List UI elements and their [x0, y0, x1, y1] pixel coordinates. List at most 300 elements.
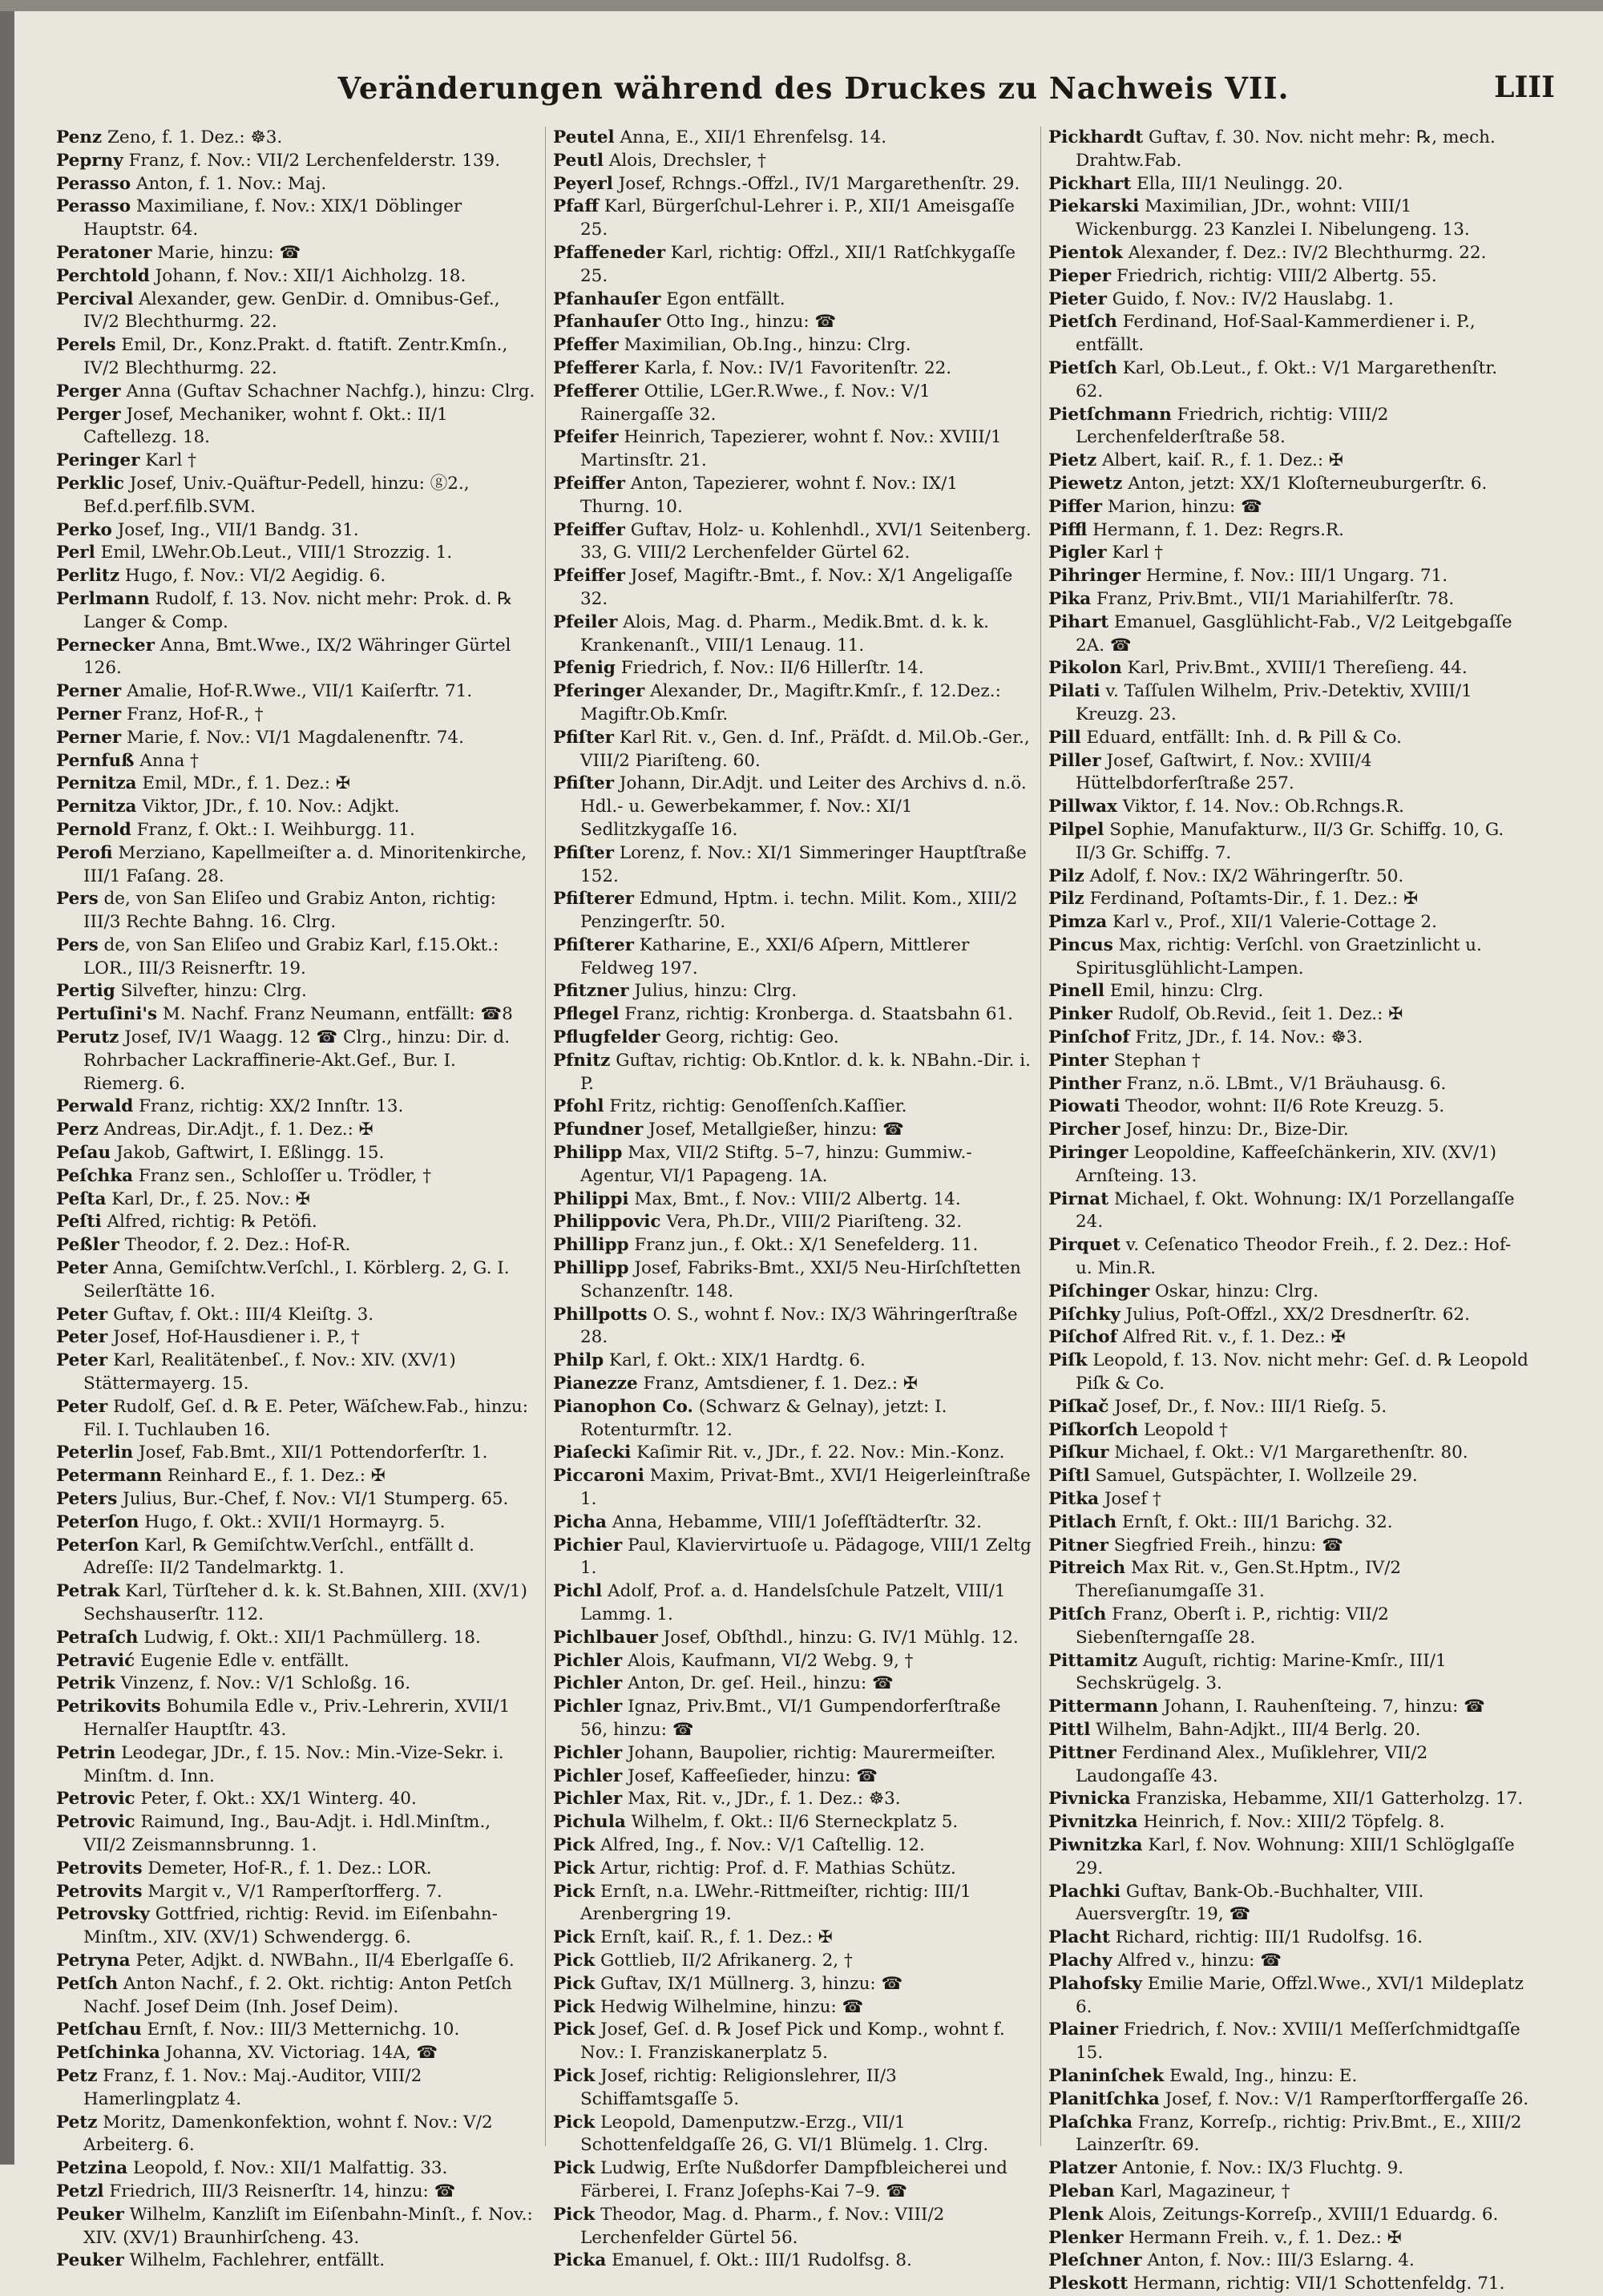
- entry-surname: Pick: [553, 1834, 596, 1855]
- entry-text: Max Rit. v., Gen.St.Hptm., IV/2 Thereſianumgaſſe 31.: [1076, 1558, 1402, 1602]
- directory-entry: [1048, 1604, 1529, 1650]
- entry-text: Auguſt, richtig: Marine-Kmſr., III/1 Sechskrügelg. 3.: [1076, 1650, 1447, 1694]
- directory-entry: [553, 311, 1032, 334]
- entry-surname: Pick: [553, 2065, 596, 2086]
- entry-surname: Pfefferer: [553, 357, 639, 378]
- directory-entry: [1048, 1811, 1529, 1834]
- entry-text: Moritz, Damenkonfektion, wohnt f. Nov.: V/2 Arbeiterg. 6.: [83, 2112, 493, 2156]
- entry-text: Josef, Univ.-Quäftur-Pedell, hinzu: ⓖ2., Bef.d.perf.filb.SVM.: [83, 473, 470, 517]
- directory-entry: [56, 1304, 537, 1327]
- entry-surname: Plenker: [1048, 2227, 1124, 2248]
- entry-surname: Plachki: [1048, 1881, 1121, 1902]
- entry-surname: Peter: [56, 1304, 108, 1325]
- entry-surname: Pfohl: [553, 1096, 604, 1117]
- entry-text: Anna, Hebamme, VIII/1 Joſefſtädterſtr. 32.: [612, 1511, 982, 1532]
- entry-surname: Petſch: [56, 1973, 119, 1994]
- entry-text: Emanuel, Gasglühlicht-Fab., V/2 Leitgebgaſſe 2A. ☎: [1076, 611, 1512, 656]
- entry-text: Emil, Dr., Konz.Prakt. d. ftatift. Zentr.Kmſn., IV/2 Blechthurmg. 22.: [83, 335, 508, 378]
- page-number: LIII: [1494, 71, 1555, 104]
- directory-entry: [56, 1511, 537, 1535]
- directory-entry: [1048, 611, 1529, 658]
- entry-surname: Petraſch: [56, 1627, 139, 1648]
- entry-surname: Pick: [553, 1927, 596, 1948]
- entry-text: Karla, f. Nov.: IV/1 Favoritenſtr. 22.: [644, 357, 952, 378]
- entry-surname: Piller: [1048, 750, 1101, 771]
- directory-entry: [56, 1234, 537, 1257]
- entry-surname: Pietſchmann: [1048, 404, 1172, 425]
- entry-text: Ernſt, f. Okt.: III/1 Barichg. 32.: [1121, 1511, 1393, 1532]
- directory-entry: [1048, 911, 1529, 934]
- entry-surname: Pers: [56, 934, 99, 955]
- entry-text: Julius, hinzu: Clrg.: [634, 981, 797, 1002]
- directory-entry: [56, 796, 537, 819]
- entry-surname: Petrik: [56, 1673, 115, 1694]
- directory-entry: [1048, 1535, 1529, 1558]
- entry-surname: Pirquet: [1048, 1235, 1120, 1256]
- entry-text: Peter, Adjkt. d. NWBahn., II/4 Eberlgaſſe 6.: [135, 1950, 515, 1971]
- entry-text: Josef †: [1104, 1489, 1161, 1510]
- directory-entry: [1048, 1304, 1529, 1327]
- entry-surname: Pflugfelder: [553, 1027, 660, 1048]
- directory-entry: [56, 2065, 537, 2112]
- entry-surname: Petſchinka: [56, 2043, 160, 2064]
- directory-entry: [1048, 2273, 1529, 2296]
- directory-entry: [56, 2250, 537, 2273]
- entry-surname: Pieter: [1048, 289, 1107, 309]
- entry-text: Alexander, Dr., Magiftr.Kmſr., f. 12.Dez.: Magiftr.Ob.Kmſr.: [580, 681, 1001, 724]
- entry-text: Franz, richtig: XX/2 Innſtr. 13.: [139, 1096, 404, 1117]
- entry-text: Karl, Ob.Leut., f. Okt.: V/1 Margarethenſtr. 62.: [1076, 357, 1498, 401]
- entry-text: Karl, ℞ Gemiſchtw.Verſchl., entfällt d. Adreſſe: II/2 Tandelmarktg. 1.: [83, 1535, 475, 1579]
- entry-surname: Pinſchof: [1048, 1027, 1130, 1048]
- directory-entry: [1048, 1788, 1529, 1811]
- entry-surname: Peſti: [56, 1212, 102, 1233]
- entry-text: Amalie, Hof-R.Wwe., VII/1 Kaiſerftr. 71.: [127, 681, 473, 702]
- entry-surname: Peſau: [56, 1143, 111, 1164]
- directory-entry: [56, 1188, 537, 1212]
- entry-surname: Pickhardt: [1048, 127, 1144, 147]
- directory-entry: [56, 565, 537, 588]
- entry-text: Guftav, Holz- u. Kohlenhdl., XVI/1 Seitenberg. 33, G. VIII/2 Lerchenfelder Gürtel 62.: [580, 519, 1032, 563]
- entry-text: Alfred, richtig: ℞ Petöfi.: [107, 1212, 317, 1233]
- directory-entry: [56, 2204, 537, 2250]
- directory-entry: [553, 1304, 1032, 1350]
- entry-surname: Philippovic: [553, 1212, 661, 1233]
- directory-entry: [553, 1211, 1032, 1234]
- entry-surname: Perz: [56, 1120, 99, 1140]
- entry-surname: Pick: [553, 1996, 596, 2017]
- directory-entry: [1048, 2088, 1529, 2112]
- entry-text: Jakob, Gaftwirt, I. Eßlingg. 15.: [115, 1143, 385, 1164]
- entry-surname: Pichl: [553, 1581, 603, 1602]
- entry-surname: Petrovic: [56, 1812, 135, 1833]
- directory-entry: [56, 1580, 537, 1627]
- entry-surname: Pfenig: [553, 658, 616, 679]
- directory-entry: [1048, 1950, 1529, 1973]
- directory-entry: [553, 1373, 1032, 1396]
- directory-entry: [1048, 357, 1529, 404]
- directory-entry: [1048, 2112, 1529, 2158]
- entry-surname: Pinther: [1048, 1073, 1121, 1094]
- directory-entry: [56, 1326, 537, 1350]
- entry-text: Stephan †: [1113, 1050, 1201, 1071]
- entry-text: Anton, f. Nov.: III/3 Eslarng. 4.: [1147, 2250, 1415, 2271]
- entry-text: Paul, Klaviervirtuoſe u. Pädagoge, VIII/1 Zeltg 1.: [580, 1535, 1032, 1579]
- directory-entry: [56, 542, 537, 565]
- directory-entry: [553, 2204, 1032, 2250]
- directory-entry: [56, 1488, 537, 1511]
- entry-surname: Petrin: [56, 1742, 116, 1763]
- entry-text: Ludwig, f. Okt.: XII/1 Pachmüllerg. 18.: [143, 1627, 481, 1648]
- entry-text: Emil, MDr., f. 1. Dez.: ✠: [142, 773, 350, 794]
- directory-entry: [1048, 127, 1529, 173]
- directory-entry: [553, 242, 1032, 289]
- entry-surname: Pilati: [1048, 681, 1100, 702]
- directory-entry: [1048, 2204, 1529, 2227]
- entry-surname: Pfiſterer: [553, 934, 634, 955]
- directory-entry: [553, 1834, 1032, 1858]
- directory-entry: [553, 680, 1032, 727]
- directory-entry: [1048, 242, 1529, 265]
- entry-surname: Petrovits: [56, 1858, 143, 1878]
- entry-text: Guido, f. Nov.: IV/2 Hauslabg. 1.: [1112, 289, 1394, 309]
- entry-surname: Peter: [56, 1258, 108, 1279]
- entry-surname: Piaſecki: [553, 1443, 632, 1463]
- directory-entry: [553, 1580, 1032, 1627]
- entry-text: Anton, Tapezierer, wohnt f. Nov.: IX/1 Thurng. 10.: [580, 473, 959, 517]
- entry-surname: Pernitza: [56, 797, 137, 817]
- entry-surname: Pick: [553, 2158, 596, 2179]
- entry-surname: Plainer: [1048, 2020, 1119, 2040]
- directory-entry: [553, 1442, 1032, 1465]
- directory-entry: [553, 2157, 1032, 2204]
- entry-surname: Pfnitz: [553, 1050, 611, 1071]
- entry-surname: Perchtold: [56, 265, 150, 286]
- directory-entry: [1048, 1834, 1529, 1881]
- directory-entry: [1048, 657, 1529, 680]
- directory-entry: [56, 1858, 537, 1881]
- entry-text: Oskar, hinzu: Clrg.: [1155, 1281, 1319, 1301]
- entry-text: Hugo, f. Nov.: VI/2 Aegidig. 6.: [124, 566, 386, 587]
- entry-surname: Piewetz: [1048, 473, 1123, 494]
- directory-entry: [553, 1234, 1032, 1257]
- entry-text: Josef, Fab.Bmt., XII/1 Pottendorferſtr. 1.: [139, 1443, 488, 1463]
- entry-surname: Pers: [56, 889, 99, 910]
- directory-entry: [56, 242, 537, 265]
- entry-surname: Pfeifer: [553, 427, 619, 448]
- entry-text: Rudolf, Geſ. d. ℞ E. Peter, Wäſchew.Fab., hinzu: Fil. I. Tuchlauben 16.: [83, 1396, 528, 1440]
- entry-surname: Perl: [56, 543, 95, 563]
- directory-entry: [56, 1142, 537, 1165]
- directory-entry: [56, 727, 537, 750]
- entry-surname: Philipp: [553, 1143, 623, 1164]
- entry-text: Otto Ing., hinzu: ☎: [666, 312, 837, 333]
- entry-surname: Pincus: [1048, 934, 1113, 955]
- entry-text: Karl v., Prof., XII/1 Valerie-Cottage 2.: [1112, 912, 1437, 933]
- entry-surname: Pferinger: [553, 681, 645, 702]
- entry-surname: Pichler: [553, 1673, 623, 1694]
- entry-text: Leodegar, JDr., f. 15. Nov.: Min.-Vize-Sekr. i. Minſtm. d. Inn.: [83, 1742, 504, 1786]
- entry-text: Michael, f. Okt. Wohnung: IX/1 Porzellangaſſe 24.: [1076, 1188, 1515, 1233]
- directory-entry: [1048, 1050, 1529, 1073]
- entry-surname: Pick: [553, 1858, 596, 1878]
- directory-entry: [56, 1788, 537, 1811]
- entry-text: Alois, Zeitungs-Korreſp., XVIII/1 Eduardg. 6.: [1108, 2204, 1499, 2225]
- entry-surname: Pfefferer: [553, 381, 639, 401]
- entry-surname: Pfiſter: [553, 727, 614, 748]
- entry-surname: Pietſch: [1048, 357, 1117, 378]
- entry-text: Anton, f. 1. Nov.: Maj.: [135, 173, 327, 194]
- directory-entry: [56, 1881, 537, 1904]
- entry-text: Josef, Hof-Hausdiener i. P., †: [113, 1327, 360, 1348]
- entry-text: Josef, f. Nov.: V/1 Ramperſtorffergaſſe 26.: [1165, 2088, 1529, 2109]
- directory-column-1: [56, 127, 537, 2271]
- entry-surname: Petrak: [56, 1581, 120, 1602]
- directory-entry: [56, 334, 537, 381]
- directory-entry: [553, 1396, 1032, 1443]
- entry-surname: Pika: [1048, 588, 1092, 609]
- entry-surname: Plahofsky: [1048, 1973, 1142, 1994]
- entry-surname: Penz: [56, 127, 103, 147]
- entry-surname: Petrovsky: [56, 1904, 150, 1925]
- entry-text: Sophie, Manufakturw., II/3 Gr. Schiffg. 10, G. II/3 Gr. Schiffg. 7.: [1076, 819, 1504, 863]
- directory-entry: [1048, 1742, 1529, 1789]
- entry-surname: Pfaff: [553, 196, 599, 217]
- entry-text: Franz sen., Schloſſer u. Trödler, †: [138, 1165, 432, 1186]
- entry-surname: Pichler: [553, 1789, 623, 1810]
- directory-entry: [56, 888, 537, 934]
- entry-text: Josef, Metallgießer, hinzu: ☎: [648, 1120, 904, 1140]
- entry-text: Ludwig, Erſte Nußdorfer Dampfbleicherei und Färberei, I. Franz Joſephs-Kai 7–9. ☎: [580, 2158, 1007, 2201]
- page-title: Veränderungen während des Druckes zu Nachweis VII.: [337, 71, 1290, 106]
- entry-surname: Plenk: [1048, 2204, 1104, 2225]
- entry-text: Leopold, f. Nov.: XII/1 Malfattig. 33.: [132, 2158, 448, 2179]
- entry-text: Emil, hinzu: Clrg.: [1109, 981, 1264, 1002]
- directory-entry: [1048, 750, 1529, 797]
- entry-text: Johann, f. Nov.: XII/1 Aichholzg. 18.: [155, 265, 466, 286]
- directory-entry: [553, 1811, 1032, 1834]
- entry-surname: Plaſchka: [1048, 2112, 1133, 2133]
- page-header: [56, 71, 1571, 112]
- directory-entry: [1048, 1465, 1529, 1488]
- directory-entry: [1048, 980, 1529, 1003]
- entry-text: Guftav, richtig: Ob.Kntlor. d. k. k. NBahn.-Dir. i. P.: [580, 1050, 1031, 1094]
- directory-entry: [553, 150, 1032, 173]
- directory-entry: [1048, 1003, 1529, 1027]
- entry-surname: Pivnicka: [1048, 1789, 1131, 1810]
- entry-surname: Pilz: [1048, 889, 1084, 910]
- entry-text: Ferdinand, Hof-Saal-Kammerdiener i. P., entfällt.: [1076, 312, 1476, 356]
- entry-surname: Pfiſter: [553, 773, 614, 794]
- entry-surname: Pitreich: [1048, 1558, 1126, 1579]
- entry-text: Marie, hinzu: ☎: [157, 242, 301, 263]
- entry-text: Alfred Rit. v., f. 1. Dez.: ✠: [1122, 1327, 1346, 1348]
- directory-entry: [1048, 1350, 1529, 1396]
- page-edge-top: [0, 0, 1603, 11]
- directory-entry: [56, 150, 537, 173]
- directory-entry: [56, 750, 537, 773]
- directory-entry: [56, 289, 537, 335]
- entry-surname: Phillipp: [553, 1235, 629, 1256]
- directory-entry: [56, 1211, 537, 1234]
- directory-entry: [56, 773, 537, 796]
- directory-entry: [56, 635, 537, 681]
- directory-entry: [553, 473, 1032, 519]
- directory-entry: [553, 1742, 1032, 1765]
- entry-surname: Petz: [56, 2112, 98, 2133]
- entry-text: Rudolf, f. 13. Nov. nicht mehr: Prok. d. ℞ Langer & Comp.: [83, 588, 513, 632]
- directory-entry: [553, 1858, 1032, 1881]
- entry-text: Josef, Rchngs.-Offzl., IV/1 Margarethenſtr. 29.: [618, 173, 1020, 194]
- entry-text: Ella, III/1 Neulingg. 20.: [1137, 173, 1343, 194]
- entry-surname: Pfeiler: [553, 611, 618, 632]
- directory-entry: [1048, 565, 1529, 588]
- entry-text: Leopold, f. 13. Nov. nicht mehr: Geſ. d. ℞ Leopold Piſk & Co.: [1076, 1350, 1528, 1394]
- directory-entry: [553, 934, 1032, 981]
- directory-entry: [56, 588, 537, 635]
- directory-entry: [1048, 2227, 1529, 2250]
- directory-entry: [1048, 727, 1529, 750]
- entry-text: Rudolf, Ob.Revid., ſeit 1. Dez.: ✠: [1117, 1004, 1403, 1025]
- entry-surname: Pick: [553, 1973, 596, 1994]
- entry-text: Emil, LWehr.Ob.Leut., VIII/1 Strozzig. 1.: [100, 543, 453, 563]
- entry-surname: Pernold: [56, 819, 131, 840]
- entry-text: Kaſimir Rit. v., JDr., f. 22. Nov.: Min.-Konz.: [636, 1443, 1005, 1463]
- directory-entry: [56, 1627, 537, 1650]
- entry-surname: Piekarski: [1048, 196, 1140, 217]
- entry-text: Guftav, f. Okt.: III/4 Kleiſtg. 3.: [113, 1304, 374, 1325]
- directory-entry: [553, 2250, 1032, 2273]
- entry-text: Anton Nachf., f. 2. Okt. richtig: Anton Petſch Nachf. Josef Deim (Inh. Josef Deim).: [83, 1973, 512, 2017]
- directory-entry: [1048, 450, 1529, 473]
- entry-text: Theodor, f. 2. Dez.: Hof-R.: [124, 1235, 351, 1256]
- entry-text: Adolf, Prof. a. d. Handelsſchule Patzelt, VIII/1 Lammg. 1.: [580, 1581, 1006, 1624]
- entry-text: Wilhelm, Fachlehrer, entfällt.: [129, 2250, 386, 2271]
- directory-entry: [553, 1535, 1032, 1581]
- entry-surname: Pikolon: [1048, 658, 1122, 679]
- directory-entry: [56, 842, 537, 889]
- entry-surname: Peterſon: [56, 1535, 139, 1556]
- directory-entry: [1048, 289, 1529, 312]
- entry-surname: Pleban: [1048, 2181, 1115, 2201]
- entry-surname: Pfanhauſer: [553, 312, 661, 333]
- directory-entry: [56, 173, 537, 196]
- entry-text: Ernſt, n.a. LWehr.-Rittmeiſter, richtig: III/1 Arenbergring 19.: [580, 1881, 971, 1925]
- entry-surname: Piſchof: [1048, 1327, 1117, 1348]
- entry-surname: Pitlach: [1048, 1511, 1117, 1532]
- entry-surname: Petzl: [56, 2181, 104, 2201]
- entry-text: Karl, Magazineur, †: [1120, 2181, 1290, 2201]
- entry-surname: Piſchinger: [1048, 1281, 1150, 1301]
- entry-surname: Perko: [56, 519, 112, 540]
- directory-entry: [1048, 1557, 1529, 1604]
- entry-text: Max, richtig: Verſchl. von Graetzinlicht u. Spiritusglühlicht-Lampen.: [1076, 934, 1482, 979]
- entry-text: Theodor, wohnt: II/6 Rote Kreuzg. 5.: [1125, 1096, 1445, 1117]
- entry-surname: Perner: [56, 681, 122, 702]
- entry-surname: Pittermann: [1048, 1697, 1159, 1717]
- entry-text: Vinzenz, f. Nov.: V/1 Schloßg. 16.: [120, 1673, 411, 1694]
- entry-text: Guftav, f. 30. Nov. nicht mehr: ℞, mech. Drahtw.Fab.: [1076, 127, 1496, 171]
- entry-text: Franziska, Hebamme, XII/1 Gatterholzg. 17.: [1136, 1789, 1524, 1810]
- entry-text: Ferdinand Alex., Muſiklehrer, VII/2 Laudongaſſe 43.: [1076, 1742, 1428, 1786]
- entry-surname: Piſchky: [1048, 1304, 1120, 1325]
- entry-surname: Pleskott: [1048, 2274, 1129, 2294]
- entry-surname: Pfeiffer: [553, 566, 625, 587]
- entry-surname: Pieper: [1048, 265, 1112, 286]
- entry-text: Alfred v., hinzu: ☎: [1117, 1950, 1282, 1971]
- entry-surname: Pernitza: [56, 773, 137, 794]
- entry-text: Franz, f. Nov.: VII/2 Lerchenfelderstr. 139.: [128, 150, 501, 171]
- directory-entry: [1048, 1234, 1529, 1281]
- entry-surname: Pick: [553, 1950, 596, 1971]
- entry-surname: Phillipp: [553, 1258, 629, 1279]
- entry-surname: Pichula: [553, 1812, 626, 1833]
- entry-surname: Pitſch: [1048, 1604, 1107, 1624]
- entry-text: Karl, Dr., f. 25. Nov.: ✠: [111, 1188, 310, 1209]
- entry-surname: Pickhart: [1048, 173, 1132, 194]
- directory-entry: [1048, 1488, 1529, 1511]
- entry-surname: Petrikovits: [56, 1697, 161, 1717]
- directory-entry: [553, 357, 1032, 381]
- entry-text: Marion, hinzu: ☎: [1107, 496, 1262, 517]
- directory-entry: [56, 1535, 537, 1581]
- entry-text: Josef, Magiftr.-Bmt., f. Nov.: X/1 Angeligaſſe 32.: [580, 566, 1013, 609]
- directory-entry: [1048, 173, 1529, 196]
- entry-surname: Peprny: [56, 150, 123, 171]
- directory-entry: [56, 519, 537, 543]
- directory-entry: [56, 381, 537, 404]
- entry-surname: Petryna: [56, 1950, 131, 1971]
- directory-entry: [1048, 2250, 1529, 2273]
- entry-surname: Piſkorſch: [1048, 1419, 1139, 1440]
- entry-surname: Perasso: [56, 196, 131, 217]
- entry-surname: Philp: [553, 1350, 604, 1371]
- entry-text: Franz, n.ö. LBmt., V/1 Bräuhausg. 6.: [1126, 1073, 1447, 1094]
- entry-text: Edmund, Hptm. i. techn. Milit. Kom., XIII/2 Penzingerſtr. 50.: [580, 889, 1018, 933]
- directory-entry: [553, 1465, 1032, 1511]
- entry-text: Friedrich, f. Nov.: II/6 Hillerſtr. 14.: [620, 658, 924, 679]
- entry-surname: Petzina: [56, 2158, 128, 2179]
- entry-surname: Pietz: [1048, 450, 1097, 471]
- entry-surname: Pfeiffer: [553, 519, 625, 540]
- directory-entry: [56, 819, 537, 842]
- entry-surname: Philippi: [553, 1188, 629, 1209]
- entry-surname: Peſchka: [56, 1165, 134, 1186]
- entry-surname: Pivnitzka: [1048, 1812, 1138, 1833]
- entry-surname: Petrovits: [56, 1881, 143, 1902]
- directory-entry: [1048, 496, 1529, 519]
- directory-entry: [553, 426, 1032, 473]
- entry-surname: Peter: [56, 1327, 108, 1348]
- directory-entry: [56, 1973, 537, 2020]
- directory-entry: [56, 1696, 537, 1742]
- entry-surname: Pfeiffer: [553, 473, 625, 494]
- directory-entry: [56, 2112, 537, 2158]
- entry-surname: Pihart: [1048, 611, 1109, 632]
- directory-entry: [553, 1765, 1032, 1789]
- entry-text: Maximiliane, f. Nov.: XIX/1 Döblinger Hauptstr. 64.: [83, 196, 462, 240]
- entry-surname: Piccaroni: [553, 1466, 644, 1487]
- directory-entry: [553, 611, 1032, 658]
- entry-text: Eduard, entfällt: Inh. d. ℞ Pill & Co.: [1086, 727, 1402, 748]
- entry-text: Friedrich, f. Nov.: XVIII/1 Meſſerſchmidtgaſſe 15.: [1076, 2020, 1520, 2064]
- entry-text: Karl, Türſteher d. k. k. St.Bahnen, XIII. (XV/1) Sechshauserſtr. 112.: [83, 1581, 527, 1624]
- entry-text: Richard, richtig: III/1 Rudolfsg. 16.: [1115, 1927, 1423, 1948]
- entry-text: Maximilian, Ob.Ing., hinzu: Clrg.: [624, 335, 911, 356]
- entry-surname: Pinker: [1048, 1004, 1112, 1025]
- entry-surname: Perels: [56, 335, 116, 356]
- entry-text: Egon entfällt.: [666, 289, 785, 309]
